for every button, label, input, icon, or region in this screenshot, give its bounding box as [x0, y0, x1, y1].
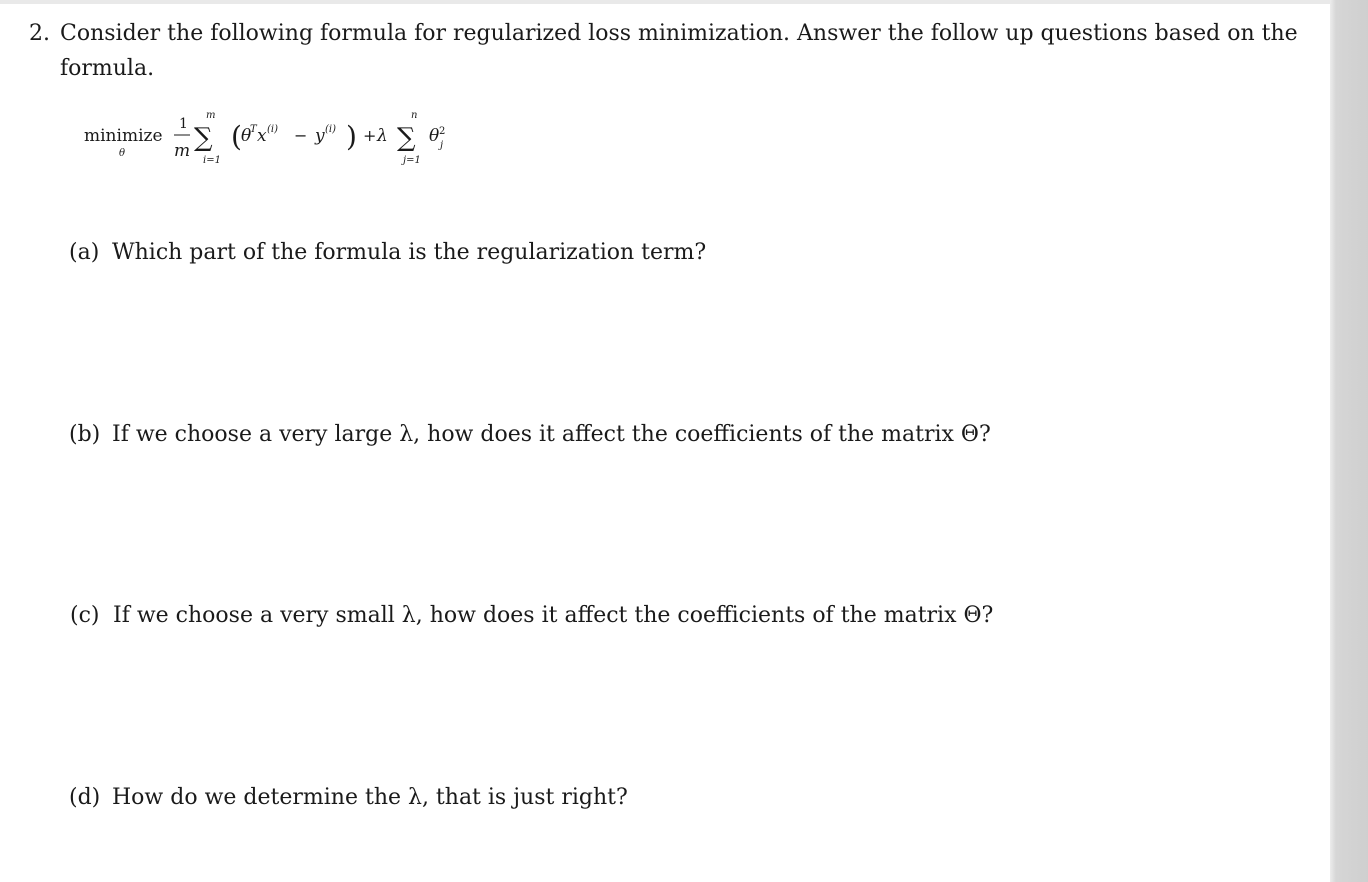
subquestion-text: Which part of the formula is the regularization term?: [112, 240, 707, 265]
x-superscript: (i): [267, 124, 279, 135]
plus-sign: +: [363, 126, 377, 145]
y-term: y: [315, 126, 325, 146]
fraction-denominator: m: [174, 141, 191, 161]
subquestion-label: (c): [70, 603, 100, 628]
subquestion-c: [70, 603, 993, 629]
subquestion-text: If we choose a very small λ, how does it affect the coefficients of the matrix Θ?: [113, 603, 994, 628]
question-number: 2.: [29, 21, 50, 46]
top-divider: [0, 0, 1330, 4]
theta-j-term: θ: [429, 126, 440, 146]
sum2-symbol: ∑: [397, 123, 416, 153]
sum1-upper-limit: m: [206, 110, 216, 121]
lambda-symbol: λ: [377, 126, 388, 146]
fraction-numerator: 1: [179, 116, 188, 132]
theta-j-subscript: j: [440, 140, 444, 151]
theta-j-superscript: 2: [439, 126, 446, 137]
sum1-symbol: ∑: [194, 123, 213, 153]
sum1-lower-limit: i=1: [203, 155, 221, 166]
minus-sign: −: [294, 126, 308, 145]
subquestion-text: If we choose a very large λ, how does it affect the coefficients of the matrix Θ?: [112, 422, 991, 447]
subquestion-label: (d): [69, 785, 101, 810]
x-term: x: [257, 126, 267, 146]
sum2-lower-limit: j=1: [403, 155, 421, 166]
paren-left: (: [231, 120, 242, 153]
subquestion-b: [69, 422, 991, 448]
paren-right: ): [346, 120, 357, 153]
y-superscript: (i): [325, 124, 337, 135]
regularized-loss-formula: [84, 108, 484, 178]
subquestion-a: [69, 240, 706, 266]
question-text-line-1: Consider the following formula for regularized loss minimization. Answer the follow up questions based on the: [60, 21, 1298, 46]
formula-operator: minimize: [84, 126, 163, 146]
theta-superscript: T: [250, 124, 257, 135]
subquestion-label: (b): [69, 422, 101, 447]
question-text-line-2: formula.: [60, 56, 155, 81]
scrollbar-gutter[interactable]: [1330, 0, 1368, 882]
sum2-upper-limit: n: [411, 110, 418, 121]
theta-term: θ: [241, 126, 252, 146]
subquestion-d: [69, 785, 628, 811]
subquestion-text: How do we determine the λ, that is just right?: [112, 785, 628, 810]
subquestion-label: (a): [69, 240, 100, 265]
formula-operator-subscript: θ: [119, 148, 126, 159]
